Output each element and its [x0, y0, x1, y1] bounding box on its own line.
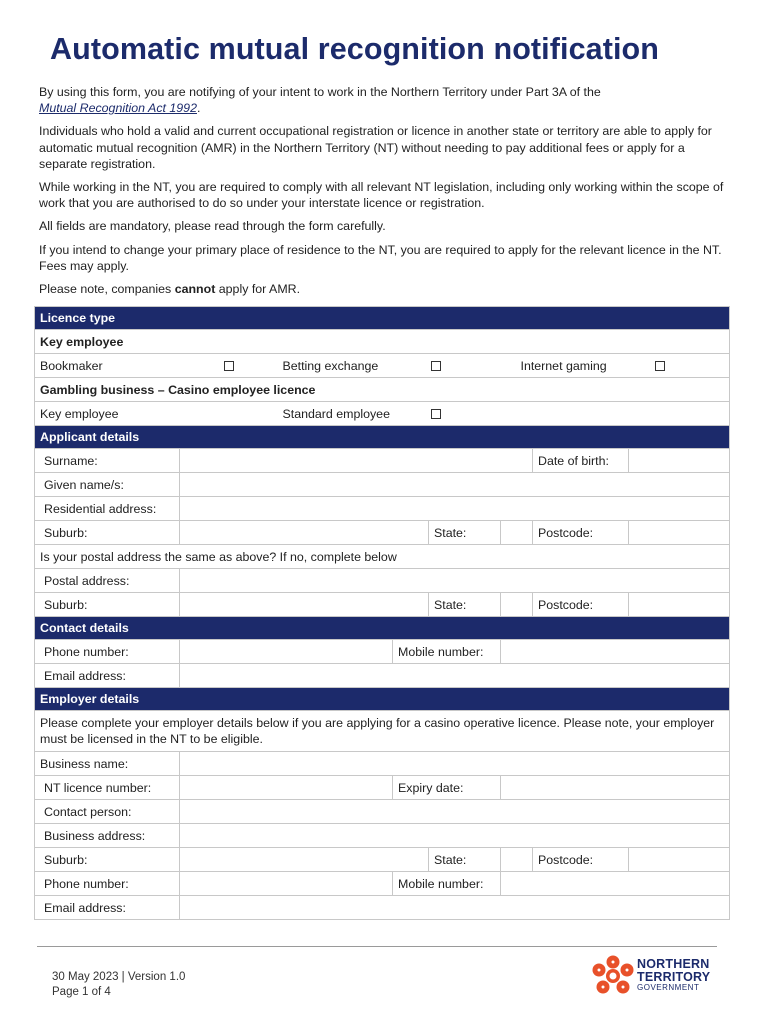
expiry-field[interactable] [501, 776, 730, 800]
footer-version: 30 May 2023 | Version 1.0 [52, 971, 186, 983]
state-field[interactable] [501, 521, 533, 545]
bookmaker-label: Bookmaker [35, 354, 180, 378]
postal-postcode-field[interactable] [629, 593, 730, 617]
betting-exchange-label: Betting exchange [278, 354, 429, 378]
internet-gaming-label: Internet gaming [501, 354, 629, 378]
employer-postcode-field[interactable] [629, 848, 730, 872]
residential-address-label: Residential address: [35, 497, 180, 521]
business-address-label: Business address: [35, 824, 180, 848]
given-names-field[interactable] [180, 473, 730, 497]
postal-suburb-label: Suburb: [35, 593, 180, 617]
desert-rose-icon [590, 954, 636, 998]
business-name-field[interactable] [180, 752, 730, 776]
applicant-header-label: Applicant details [35, 426, 730, 449]
postal-question: Is your postal address the same as above? If no, complete below [35, 545, 730, 569]
postal-address-row [35, 569, 730, 593]
key-employee-spacer [180, 402, 278, 426]
business-name-label: Business name: [35, 752, 180, 776]
mutual-recognition-act-link[interactable]: Mutual Recognition Act 1992 [39, 101, 197, 116]
employer-suburb-row [35, 848, 730, 872]
business-address-row [35, 824, 730, 848]
key-employee-label: Key employee [35, 402, 180, 426]
employer-state-field[interactable] [501, 848, 533, 872]
licence-type-header-label: Licence type [35, 307, 730, 330]
contact-header-label: Contact details [35, 617, 730, 640]
intro-paragraph-3: While working in the NT, you are required to comply with all relevant NT legislation, including only working within the scope of work that you are authorised to do so under your interstate licence or registration. [39, 180, 724, 211]
footer-divider [37, 946, 717, 947]
contact-person-field[interactable] [180, 800, 730, 824]
logo-text-government: GOVERNMENT [637, 983, 700, 992]
employer-header-label: Employer details [35, 688, 730, 711]
logo-text-territory: TERRITORY [637, 970, 711, 984]
business-name-row [35, 752, 730, 776]
suburb-row [35, 521, 730, 545]
contact-details-header [35, 617, 730, 640]
contact-person-row [35, 800, 730, 824]
employer-mobile-field[interactable] [501, 872, 730, 896]
checkbox-icon[interactable] [655, 361, 665, 371]
postal-address-field[interactable] [180, 569, 730, 593]
key-employee-heading-row [35, 330, 730, 354]
intro-p1-text: By using this form, you are notifying of your intent to work in the Northern Territory under Part 3A of the [39, 85, 601, 99]
licence-options-row [35, 354, 730, 378]
intro-p6-bold: cannot [174, 282, 216, 297]
employer-email-row [35, 896, 730, 920]
employer-state-label: State: [429, 848, 501, 872]
business-address-field[interactable] [180, 824, 730, 848]
expiry-label: Expiry date: [393, 776, 501, 800]
betting-exchange-checkbox[interactable] [429, 354, 501, 378]
employer-email-field[interactable] [180, 896, 730, 920]
intro-paragraph-5: If you intend to change your primary place of residence to the NT, you are required to apply for the relevant licence in the NT. Fees may apply. [39, 242, 722, 273]
employer-suburb-field[interactable] [180, 848, 429, 872]
postal-suburb-row [35, 593, 730, 617]
dob-label: Date of birth: [533, 449, 629, 473]
standard-employee-label: Standard employee [278, 402, 429, 426]
postal-address-label: Postal address: [35, 569, 180, 593]
postcode-label: Postcode: [533, 521, 629, 545]
given-names-row [35, 473, 730, 497]
residential-address-row [35, 497, 730, 521]
state-label: State: [429, 521, 501, 545]
employer-suburb-label: Suburb: [35, 848, 180, 872]
employer-mobile-label: Mobile number: [393, 872, 501, 896]
nt-government-logo [590, 954, 720, 998]
application-form [34, 306, 730, 920]
suburb-label: Suburb: [35, 521, 180, 545]
checkbox-icon[interactable] [431, 361, 441, 371]
intro-p6-end: apply for AMR. [215, 282, 301, 297]
intro-text [39, 84, 729, 304]
email-field[interactable] [180, 664, 730, 688]
surname-label: Surname: [35, 449, 180, 473]
residential-address-field[interactable] [180, 497, 730, 521]
checkbox-icon[interactable] [431, 409, 441, 419]
applicant-details-header [35, 426, 730, 449]
employer-phone-row [35, 872, 730, 896]
casino-options-row [35, 402, 730, 426]
intro-paragraph-2: Individuals who hold a valid and current occupational registration or licence in another state or territory are able to apply for automatic mutual recognition (AMR) in the Northern Territory (NT) without needing to pay additional fees or apply for a separate registration. [39, 124, 712, 171]
dob-field[interactable] [629, 449, 730, 473]
email-label: Email address: [35, 664, 180, 688]
postal-suburb-field[interactable] [180, 593, 429, 617]
internet-gaming-checkbox[interactable] [629, 354, 730, 378]
employer-email-label: Email address: [35, 896, 180, 920]
key-employee-heading: Key employee [35, 330, 730, 354]
employer-note: Please complete your employer details below if you are applying for a casino operative licence. Please note, your employer must be licensed in the NT to be eligible. [35, 711, 730, 752]
employer-postcode-label: Postcode: [533, 848, 629, 872]
casino-heading: Gambling business – Casino employee licence [35, 378, 730, 402]
mobile-label: Mobile number: [393, 640, 501, 664]
intro-paragraph-6 [39, 281, 729, 297]
footer-page-number: Page 1 of 4 [52, 986, 111, 998]
suburb-field[interactable] [180, 521, 429, 545]
intro-paragraph-1 [39, 84, 729, 116]
postal-state-label: State: [429, 593, 501, 617]
nt-licence-row [35, 776, 730, 800]
employer-phone-label: Phone number: [35, 872, 180, 896]
postal-state-field[interactable] [501, 593, 533, 617]
phone-label: Phone number: [35, 640, 180, 664]
licence-type-header [35, 307, 730, 330]
employer-details-header [35, 688, 730, 711]
surname-row [35, 449, 730, 473]
checkbox-icon[interactable] [224, 361, 234, 371]
nt-licence-label: NT licence number: [35, 776, 180, 800]
postal-postcode-label: Postcode: [533, 593, 629, 617]
page-title: Automatic mutual recognition notification [50, 32, 660, 66]
employer-note-row [35, 711, 730, 752]
nt-licence-field[interactable] [180, 776, 393, 800]
contact-person-label: Contact person: [35, 800, 180, 824]
surname-field[interactable] [180, 449, 533, 473]
bookmaker-checkbox[interactable] [180, 354, 278, 378]
casino-spacer [501, 402, 730, 426]
postal-question-row [35, 545, 730, 569]
logo-text-northern: NORTHERN [637, 957, 710, 971]
casino-heading-row [35, 378, 730, 402]
intro-paragraph-4: All fields are mandatory, please read through the form carefully. [39, 219, 386, 234]
phone-row [35, 640, 730, 664]
footer [52, 970, 185, 1000]
standard-employee-checkbox[interactable] [429, 402, 501, 426]
email-row [35, 664, 730, 688]
intro-p1-end: . [196, 101, 201, 116]
mobile-field[interactable] [501, 640, 730, 664]
postcode-field[interactable] [629, 521, 730, 545]
intro-p6-text: Please note, companies [39, 282, 175, 297]
phone-field[interactable] [180, 640, 393, 664]
employer-phone-field[interactable] [180, 872, 393, 896]
given-names-label: Given name/s: [35, 473, 180, 497]
